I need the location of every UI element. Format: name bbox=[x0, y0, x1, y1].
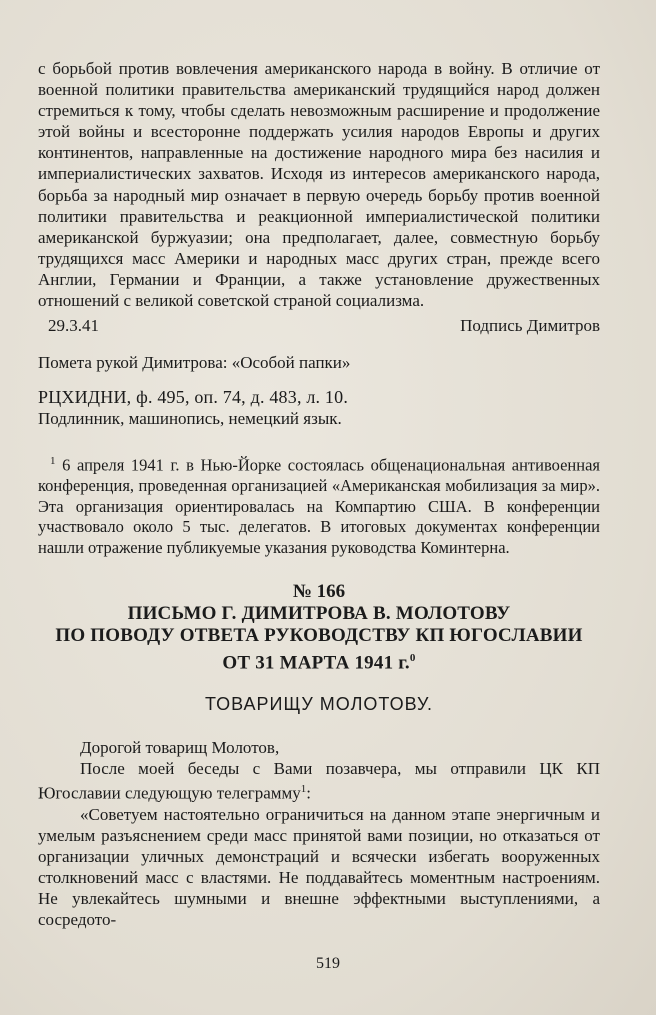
title-line-3-text: ОТ 31 МАРТА 1941 г. bbox=[222, 651, 410, 673]
letter-paragraph-2: «Советуем настоятельно ограничиться на данном этапе энергичным и умелым разъяснением среди масс принятой вами позиции, но отказаться от организации уличных демонстраций и всячески избегать вооруженных столкновений масс с властями. Не поддавайтесь моментным настроениям. Не увлекайтесь шумными и внешне эффектными выступлениями, а сосредото- bbox=[38, 804, 600, 930]
page-number: 519 bbox=[316, 955, 340, 972]
date-signature-row bbox=[38, 315, 600, 336]
salutation: Дорогой товарищ Молотов, bbox=[80, 737, 280, 757]
title-line-2: ПО ПОВОДУ ОТВЕТА РУКОВОДСТВУ КП ЮГОСЛАВИИ bbox=[55, 624, 583, 646]
para1-text: После моей беседы с Вами позавчера, мы отправили ЦК КП Югославии следующую телеграмму bbox=[38, 759, 600, 803]
document-date: 29.3.41 bbox=[48, 316, 99, 336]
footnote-text: 6 апреля 1941 г. в Нью-Йорке состоялась общенациональная антивоенная конференция, проведенная организацией «Американская мобилизация за мир». Эта организация ориентировалась на Компартию США. В конференции участвовало около 5 тыс. делегатов. В итоговых документах конференции нашли отражение публикуемые указания руководства Коминтерна. bbox=[38, 455, 600, 557]
document-number: № 166 bbox=[292, 580, 346, 602]
handwritten-note-line: Помета рукой Димитрова: «Особой папки» bbox=[38, 353, 351, 373]
title-mark: 0 bbox=[409, 651, 416, 664]
archive-ref-line: РЦХИДНИ, ф. 495, оп. 74, д. 483, л. 10. bbox=[38, 387, 349, 408]
footnote bbox=[38, 451, 600, 558]
para1-end: : bbox=[306, 783, 312, 803]
continued-paragraph: с борьбой против вовлечения американского народа в войну. В отличие от военной политики правительства американский трудящийся народ должен стремиться к тому, чтобы сделать невозможным расширение и продолжение этой войны и всесторонне поддержать усилия народов Европы и других континентов, направленные на достижение народного мира без насилия и империалистических захватов. Исходя из интересов американского народа, борьба за народный мир означает в первую очередь борьбу против военной политики правительства и реакционной империалистической политики американской буржуазии; она предполагает, далее, совместную борьбу трудящихся масс Америки и народных масс других стран, прежде всего Англии, Германии и Франции, а также установление дружественных отношений с великой советской страной социализма. bbox=[38, 59, 600, 311]
letter-paragraph-1 bbox=[38, 758, 600, 804]
document-title bbox=[38, 603, 600, 674]
addressee: ТОВАРИЩУ МОЛОТОВУ. bbox=[204, 693, 434, 714]
title-line-1: ПИСЬМО Г. ДИМИТРОВА В. МОЛОТОВУ bbox=[127, 602, 511, 624]
archive-desc-line: Подлинник, машинопись, немецкий язык. bbox=[38, 409, 342, 429]
signature: Подпись Димитров bbox=[460, 316, 600, 336]
footnote-mark: 1 bbox=[50, 455, 56, 468]
archive-reference bbox=[38, 387, 600, 429]
letter-body bbox=[38, 737, 600, 931]
para1-footnote-mark: 1 bbox=[300, 783, 307, 796]
title-line-3 bbox=[38, 647, 600, 674]
